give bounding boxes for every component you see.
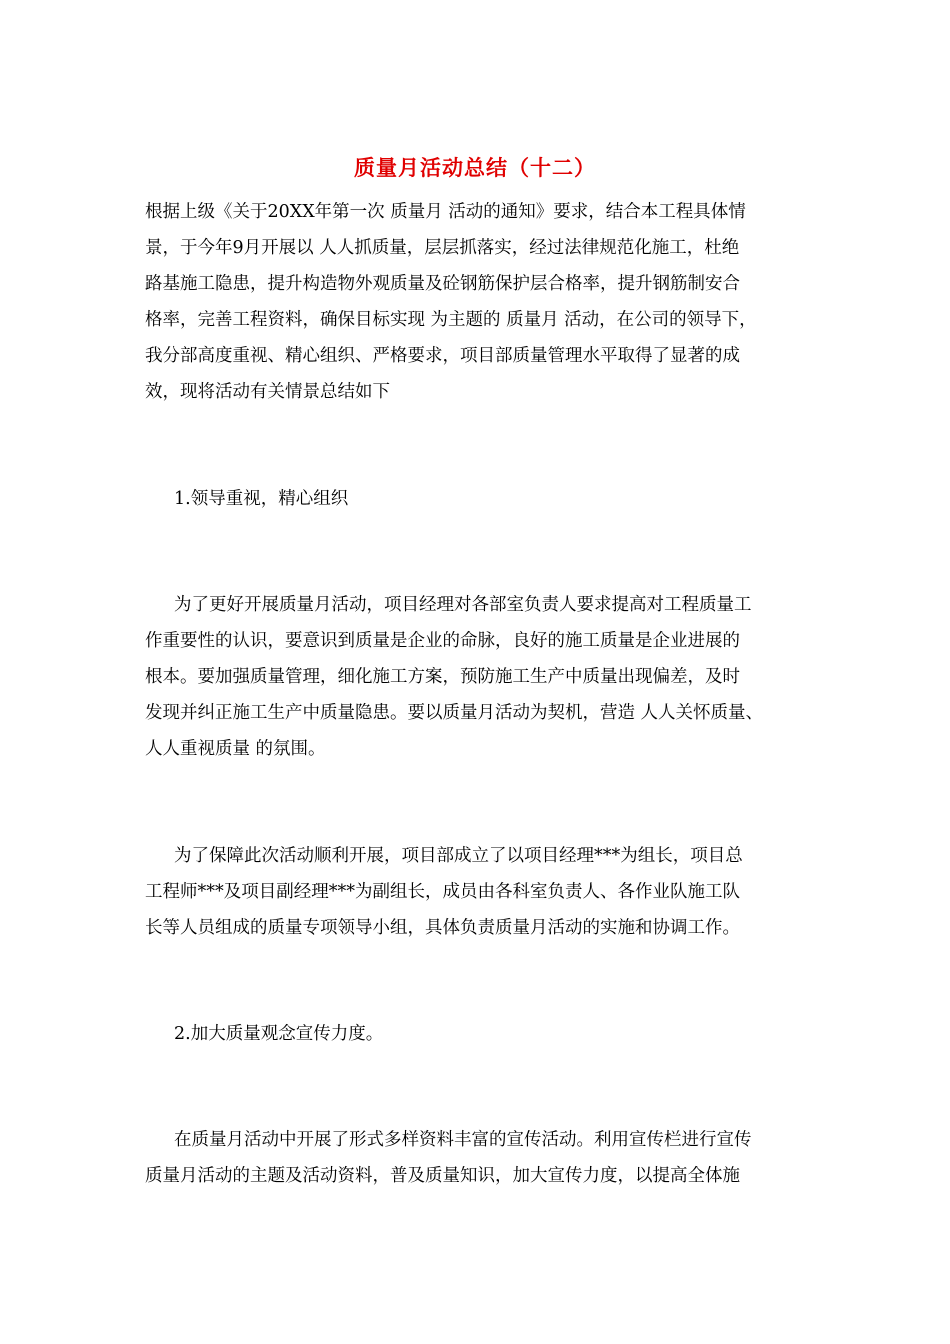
paragraph-line: 格率，完善工程资料，确保目标实现 为主题的 质量月 活动，在公司的领导下， bbox=[145, 310, 757, 330]
paragraph-line: 根本。要加强质量管理，细化施工方案，预防施工生产中质量出现偏差，及时 bbox=[145, 667, 740, 687]
paragraph-line: 根据上级《关于20XX年第一次 质量月 活动的通知》要求，结合本工程具体情 bbox=[145, 202, 746, 222]
paragraph-line: 为了保障此次活动顺利开展，项目部成立了以项目经理***为组长，项目总 bbox=[174, 846, 743, 866]
paragraph-line: 发现并纠正施工生产中质量隐患。要以质量月活动为契机，营造 人人关怀质量、 bbox=[145, 703, 764, 723]
paragraph-line: 长等人员组成的质量专项领导小组，具体负责质量月活动的实施和协调工作。 bbox=[145, 918, 740, 938]
section-heading: 1.领导重视，精心组织 bbox=[174, 489, 349, 509]
paragraph-line: 景，于今年9月开展以 人人抓质量，层层抓落实，经过法律规范化施工，杜绝 bbox=[145, 238, 740, 258]
paragraph-line: 路基施工隐患，提升构造物外观质量及砼钢筋保护层合格率，提升钢筋制安合 bbox=[145, 274, 740, 294]
paragraph-line: 作重要性的认识，要意识到质量是企业的命脉，良好的施工质量是企业进展的 bbox=[145, 631, 740, 651]
paragraph-line: 在质量月活动中开展了形式多样资料丰富的宣传活动。利用宣传栏进行宣传 bbox=[174, 1130, 752, 1150]
document-title: 质量月活动总结（十二） bbox=[354, 155, 596, 180]
paragraph-line: 我分部高度重视、精心组织、严格要求，项目部质量管理水平取得了显著的成 bbox=[145, 346, 740, 366]
paragraph-line: 人人重视质量 的氛围。 bbox=[145, 739, 326, 759]
paragraph-line: 为了更好开展质量月活动，项目经理对各部室负责人要求提高对工程质量工 bbox=[174, 595, 752, 615]
paragraph-line: 工程师***及项目副经理***为副组长，成员由各科室负责人、各作业队施工队 bbox=[145, 882, 740, 902]
paragraph-line: 效，现将活动有关情景总结如下 bbox=[145, 382, 390, 402]
paragraph-line: 质量月活动的主题及活动资料，普及质量知识，加大宣传力度，以提高全体施 bbox=[145, 1166, 740, 1186]
section-heading: 2.加大质量观念宣传力度。 bbox=[174, 1024, 384, 1044]
